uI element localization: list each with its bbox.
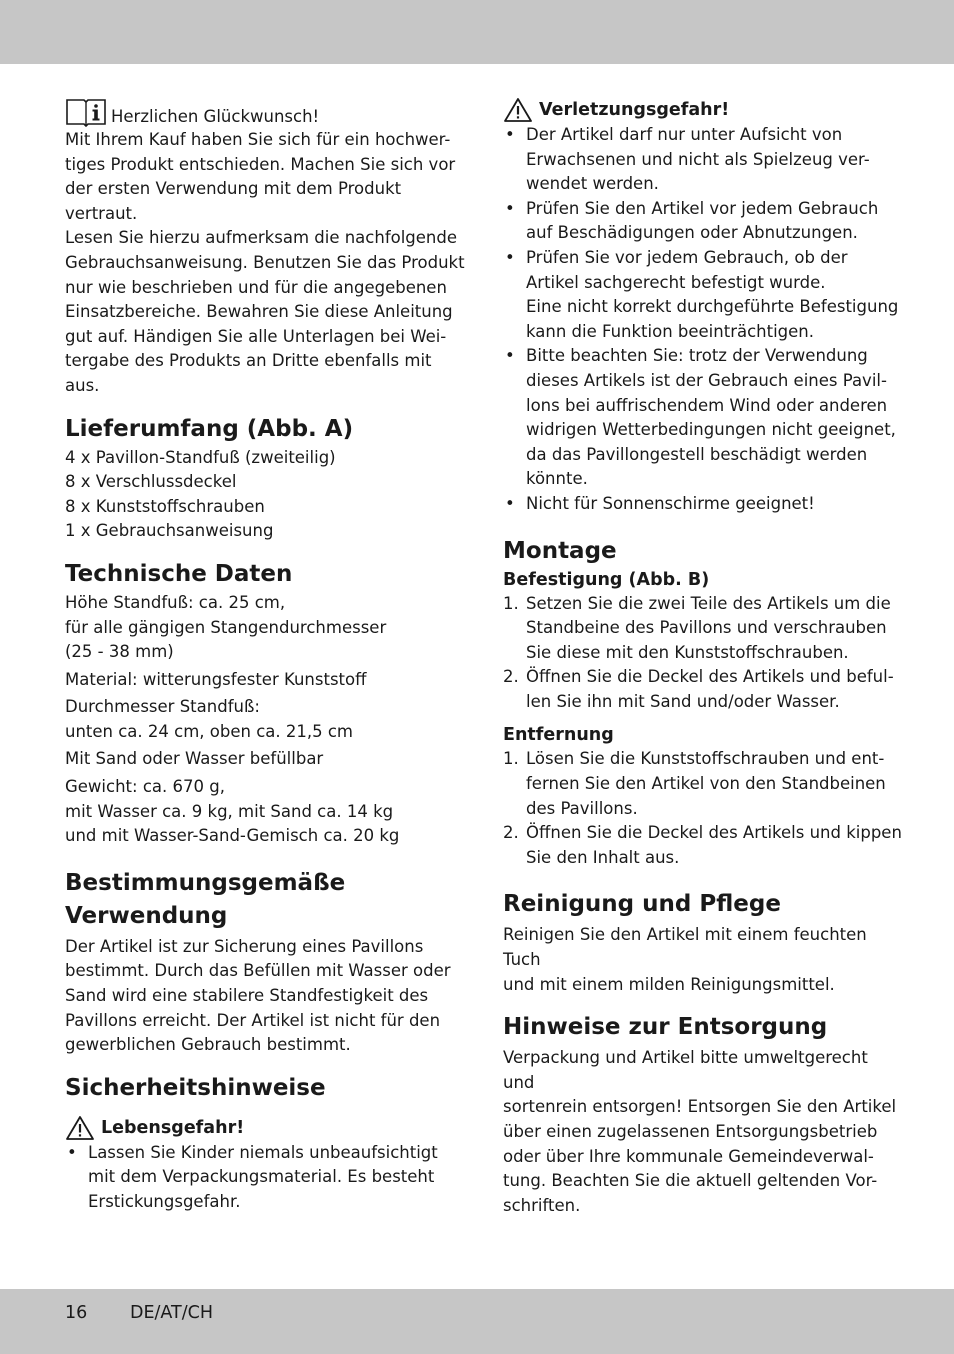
spec-group <box>65 591 465 665</box>
text-line: gewerblichen Gebrauch bestimmt. <box>65 1035 351 1055</box>
text-line: des Pavillons. <box>526 798 638 818</box>
warning-label: Lebensgefahr! <box>101 1117 245 1138</box>
page-number: 16 <box>65 1303 88 1323</box>
list-item: 8 x Verschlussdeckel <box>65 472 237 492</box>
entsorgung-text <box>503 1046 903 1218</box>
list-item <box>503 197 903 246</box>
text-line: Verpackung und Artikel bitte umweltgerecht und <box>503 1048 868 1092</box>
region-label: DE/AT/CH <box>130 1303 214 1323</box>
text-line: Der Artikel ist zur Sicherung eines Pavillons <box>65 936 424 956</box>
section-title-reinigung: Reinigung und Pflege <box>503 891 781 918</box>
warning-heading-lebensgefahr <box>65 1115 465 1141</box>
section-title-sicherheit: Sicherheitshinweise <box>65 1074 326 1101</box>
text-line: Sand wird eine stabilere Standfestigkeit des <box>65 986 429 1006</box>
warning-heading-verletzungsgefahr <box>503 97 903 123</box>
subsection-title-befestigung: Befestigung (Abb. B) <box>503 569 710 590</box>
spec-line: unten ca. 24 cm, oben ca. 21,5 cm <box>65 721 354 741</box>
bullet-icon: • <box>67 1142 77 1162</box>
subsection-title-entfernung: Entfernung <box>503 725 614 746</box>
text-line: Artikel sachgerecht befestigt wurde. <box>526 272 826 292</box>
text-line: gut auf. Händigen Sie alle Unterlagen bei Wei- <box>65 326 447 346</box>
title-line: Bestimmungsgemäße <box>65 869 346 896</box>
section-title-technische-daten: Technische Daten <box>65 560 293 587</box>
text-line: Eine nicht korrekt durchgeführte Befestigung <box>526 297 899 317</box>
step-item <box>503 665 903 714</box>
step-item <box>503 592 903 666</box>
verletzung-list <box>503 123 903 517</box>
list-item: 4 x Pavillon-Standfuß (zweiteilig) <box>65 447 336 467</box>
spec-line: Material: witterungsfester Kunststoff <box>65 669 367 689</box>
spec-line: Mit Sand oder Wasser befüllbar <box>65 749 324 769</box>
intro-text <box>65 128 465 399</box>
spec-line: und mit Wasser-Sand-Gemisch ca. 20 kg <box>65 826 400 846</box>
text-line: könnte. <box>526 469 588 489</box>
text-line: Sie diese mit den Kunststoffschrauben. <box>526 642 849 662</box>
text-line: Öffnen Sie die Deckel des Artikels und kippen <box>526 823 902 843</box>
lebensgefahr-list <box>65 1141 465 1215</box>
bullet-icon: • <box>505 247 515 267</box>
section-title-lieferumfang: Lieferumfang (Abb. A) <box>65 415 354 442</box>
intro-heading <box>65 96 465 128</box>
text-line: oder über Ihre kommunale Gemeindeverwal- <box>503 1146 874 1166</box>
bullet-icon: • <box>505 493 515 513</box>
text-line: dieses Artikels ist der Gebrauch eines Pavil- <box>526 370 887 390</box>
step-number: 2. <box>503 823 519 843</box>
text-line: kann die Funktion beeinträchtigen. <box>526 321 814 341</box>
text-line: tung. Beachten Sie die aktuell geltenden Vor- <box>503 1171 878 1191</box>
text-line: Sie den Inhalt aus. <box>526 847 680 867</box>
text-line: tergabe des Produkts an Dritte ebenfalls mit aus. <box>65 351 432 395</box>
warning-triangle-icon <box>65 1115 95 1141</box>
text-line: bestimmt. Durch das Befüllen mit Wasser oder <box>65 961 451 981</box>
warning-triangle-icon <box>503 97 533 123</box>
text-line: Prüfen Sie den Artikel vor jedem Gebrauch <box>526 198 879 218</box>
text-line: Reinigen Sie den Artikel mit einem feuchten Tuch <box>503 925 867 970</box>
text-line: Gebrauchsanweisung. Benutzen Sie das Produkt <box>65 252 465 272</box>
step-number: 1. <box>503 749 519 769</box>
bullet-icon: • <box>505 198 515 218</box>
header-bar <box>0 0 954 64</box>
text-line: Setzen Sie die zwei Teile des Artikels um die <box>526 593 891 613</box>
spec-group <box>65 695 465 744</box>
text-line: Erwachsenen und nicht als Spielzeug ver- <box>526 149 870 169</box>
text-line: und mit einem milden Reinigungsmittel. <box>503 974 835 994</box>
list-item <box>503 246 903 344</box>
text-line: über einen zugelassenen Entsorgungsbetrieb <box>503 1122 878 1141</box>
step-item <box>503 821 903 870</box>
text-line: fernen Sie den Artikel von den Standbeinen <box>526 774 886 794</box>
text-line: mit dem Verpackungsmaterial. Es besteht <box>88 1167 435 1187</box>
list-item <box>65 1141 465 1215</box>
intro-heading-text: Herzlichen Glückwunsch! <box>111 107 320 126</box>
text-line: Nicht für Sonnenschirme geeignet! <box>526 493 815 513</box>
section-title-montage: Montage <box>503 537 617 564</box>
text-line: Lesen Sie hierzu aufmerksam die nachfolgende <box>65 228 458 248</box>
text-line: Einsatzbereiche. Bewahren Sie diese Anleitung <box>65 302 453 322</box>
text-line: Öffnen Sie die Deckel des Artikels und beful- <box>526 667 894 687</box>
text-line: nur wie beschrieben und für die angegebenen <box>65 277 447 297</box>
text-line: schriften. <box>503 1195 581 1215</box>
text-line: auf Beschädigungen oder Abnutzungen. <box>526 223 858 243</box>
text-line: Der Artikel darf nur unter Aufsicht von <box>526 125 843 144</box>
text-line: tiges Produkt entschieden. Machen Sie sich vor <box>65 154 456 174</box>
text-line: lons bei auffrischendem Wind oder anderen <box>526 395 888 415</box>
spec-line: Gewicht: ca. 670 g, <box>65 777 225 797</box>
text-line: der ersten Verwendung mit dem Produkt vertraut. <box>65 179 402 223</box>
spec-group <box>65 775 465 849</box>
text-line: widrigen Wetterbedingungen nicht geeignet, <box>526 420 896 440</box>
list-item: 8 x Kunststoffschrauben <box>65 496 265 516</box>
text-line: Lösen Sie die Kunststoffschrauben und ent- <box>526 749 885 769</box>
text-line: Mit Ihrem Kauf haben Sie sich für ein hochwer- <box>65 130 451 149</box>
step-number: 2. <box>503 667 519 687</box>
info-book-icon <box>65 96 107 128</box>
spec-line: (25 - 38 mm) <box>65 642 174 662</box>
warning-label: Verletzungsgefahr! <box>539 100 730 120</box>
step-item <box>503 747 903 821</box>
title-line: Verwendung <box>65 902 228 929</box>
list-item: 1 x Gebrauchsanweisung <box>65 521 274 541</box>
right-column <box>503 97 903 1218</box>
text-line: Prüfen Sie vor jedem Gebrauch, ob der <box>526 247 848 267</box>
bullet-icon: • <box>505 125 515 144</box>
spec-line: mit Wasser ca. 9 kg, mit Sand ca. 14 kg <box>65 801 394 821</box>
text-line: sortenrein entsorgen! Entsorgen Sie den Artikel <box>503 1097 897 1117</box>
text-line: wendet werden. <box>526 174 659 194</box>
text-line: len Sie ihn mit Sand und/oder Wasser. <box>526 691 840 711</box>
text-line: Lassen Sie Kinder niemals unbeaufsichtigt <box>88 1142 438 1162</box>
section-title-bestimmung <box>65 867 465 933</box>
text-line: Erstickungsgefahr. <box>88 1192 241 1211</box>
text-line: Bitte beachten Sie: trotz der Verwendung <box>526 346 868 366</box>
reinigung-text <box>503 923 903 997</box>
technische-daten <box>65 591 465 849</box>
text-line: Standbeine des Pavillons und verschrauben <box>526 618 887 638</box>
list-item <box>503 344 903 492</box>
list-item <box>503 123 903 197</box>
spec-line: für alle gängigen Stangendurchmesser <box>65 617 387 637</box>
bullet-icon: • <box>505 346 515 366</box>
spec-line: Höhe Standfuß: ca. 25 cm, <box>65 592 286 612</box>
list-item <box>503 492 903 517</box>
spec-line: Durchmesser Standfuß: <box>65 697 260 717</box>
step-number: 1. <box>503 593 519 613</box>
left-column <box>65 96 465 1215</box>
lieferumfang-list <box>65 446 465 544</box>
section-title-entsorgung: Hinweise zur Entsorgung <box>503 1014 828 1041</box>
befestigung-steps <box>503 592 903 715</box>
text-line: da das Pavillongestell beschädigt werden <box>526 444 868 464</box>
text-line: Pavillons erreicht. Der Artikel ist nicht für den <box>65 1010 441 1030</box>
entfernung-steps <box>503 747 903 870</box>
bestimmung-text <box>65 935 465 1058</box>
